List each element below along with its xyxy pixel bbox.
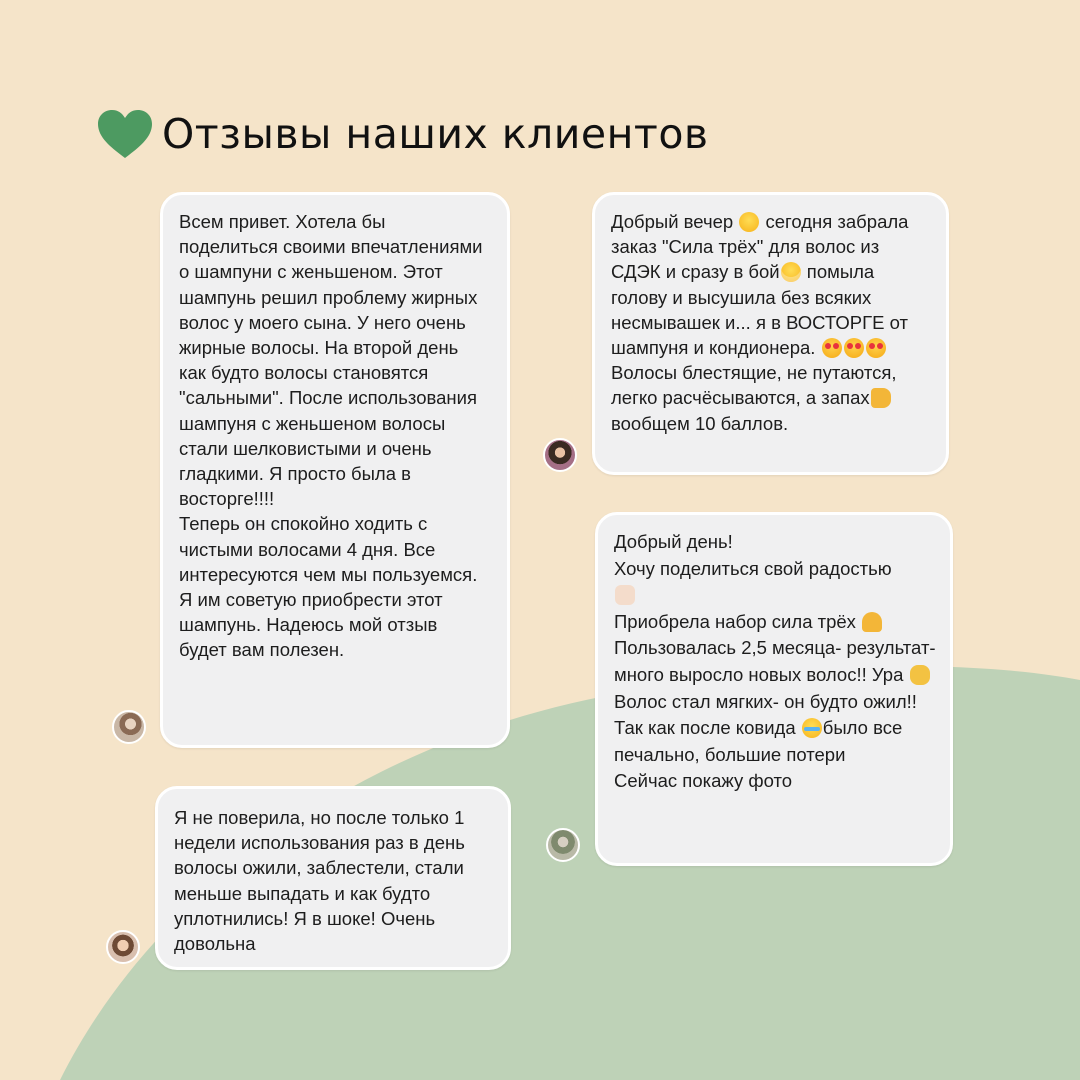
crying-face-emoji-icon — [802, 718, 822, 738]
review-4-line-2: Хочу поделиться свой радостью — [614, 556, 936, 609]
review-4-line-3: Приобрела набор сила трёх — [614, 609, 936, 636]
review-card-1 — [160, 192, 510, 748]
review-4-line-7: Сейчас покажу фото — [614, 770, 793, 792]
page-header — [96, 104, 709, 164]
heart-eyes-emoji-icon — [866, 338, 886, 358]
review-card-2 — [155, 786, 511, 970]
review-4-line-6: Так как после ковида было все печально, большие потери — [614, 717, 903, 765]
avatar-reviewer-3 — [543, 438, 577, 472]
flexed-biceps-emoji-icon — [862, 612, 882, 632]
avatar-reviewer-1 — [112, 710, 146, 744]
avatar-reviewer-4 — [546, 828, 580, 862]
review-2-paragraph-1: Я не поверила, но после только 1 недели использования раз в день волосы ожили, заблестели, стали меньше выпадать и как будто уплотнились! Я в шоке! Очень довольна — [174, 807, 465, 955]
review-4-line-5: Волос стал мягких- он будто ожил!! — [614, 690, 917, 712]
review-4-line-1: Добрый день! — [614, 531, 733, 552]
avatar-reviewer-2 — [106, 930, 140, 964]
laughing-tears-emoji-icon — [781, 262, 801, 282]
review-3-text: Добрый вечер сегодня забрала заказ "Сила трёх" для волос из СДЭК и сразу в бой помыла голову и высушила без всяких несмывашек и... я в ВОСТОРГЕ от шампуня и кондионера. Волосы блестящие, не путаются, легко расчёсываются, а запах вообщем 10 баллов. — [611, 211, 909, 434]
review-card-3 — [592, 192, 949, 475]
page-title: Отзывы наших клиентов — [162, 110, 709, 158]
thumbs-up-emoji-icon — [871, 388, 891, 408]
clapping-hands-emoji-icon — [615, 585, 635, 605]
review-4-line-4: Пользовалась 2,5 месяца- результат- много выросло новых волос!! Ура — [614, 637, 936, 685]
review-1-paragraph-2: Теперь он спокойно ходить с чистыми волосами 4 дня. Все интересуются чем мы пользуемся. Я им советую приобрести этот шампунь. Надеюсь мой отзыв будет вам полезен. — [179, 513, 478, 661]
smiling-face-emoji-icon — [739, 212, 759, 232]
review-card-4 — [595, 512, 953, 866]
heart-eyes-emoji-icon — [822, 338, 842, 358]
review-1-paragraph-1: Всем привет. Хотела бы поделиться своими впечатлениями о шампуни с женьшеном. Этот шампунь решил проблему жирных волос у моего сына. У него очень жирные волосы. На второй день как будто волосы становятся "сальными". После использования шампуня с женьшеном волосы стали шелковистыми и очень гладкими. Я просто была в восторге!!!! — [179, 211, 483, 510]
heart-eyes-emoji-icon — [844, 338, 864, 358]
heart-icon — [96, 108, 154, 160]
raising-hands-emoji-icon — [910, 665, 930, 685]
